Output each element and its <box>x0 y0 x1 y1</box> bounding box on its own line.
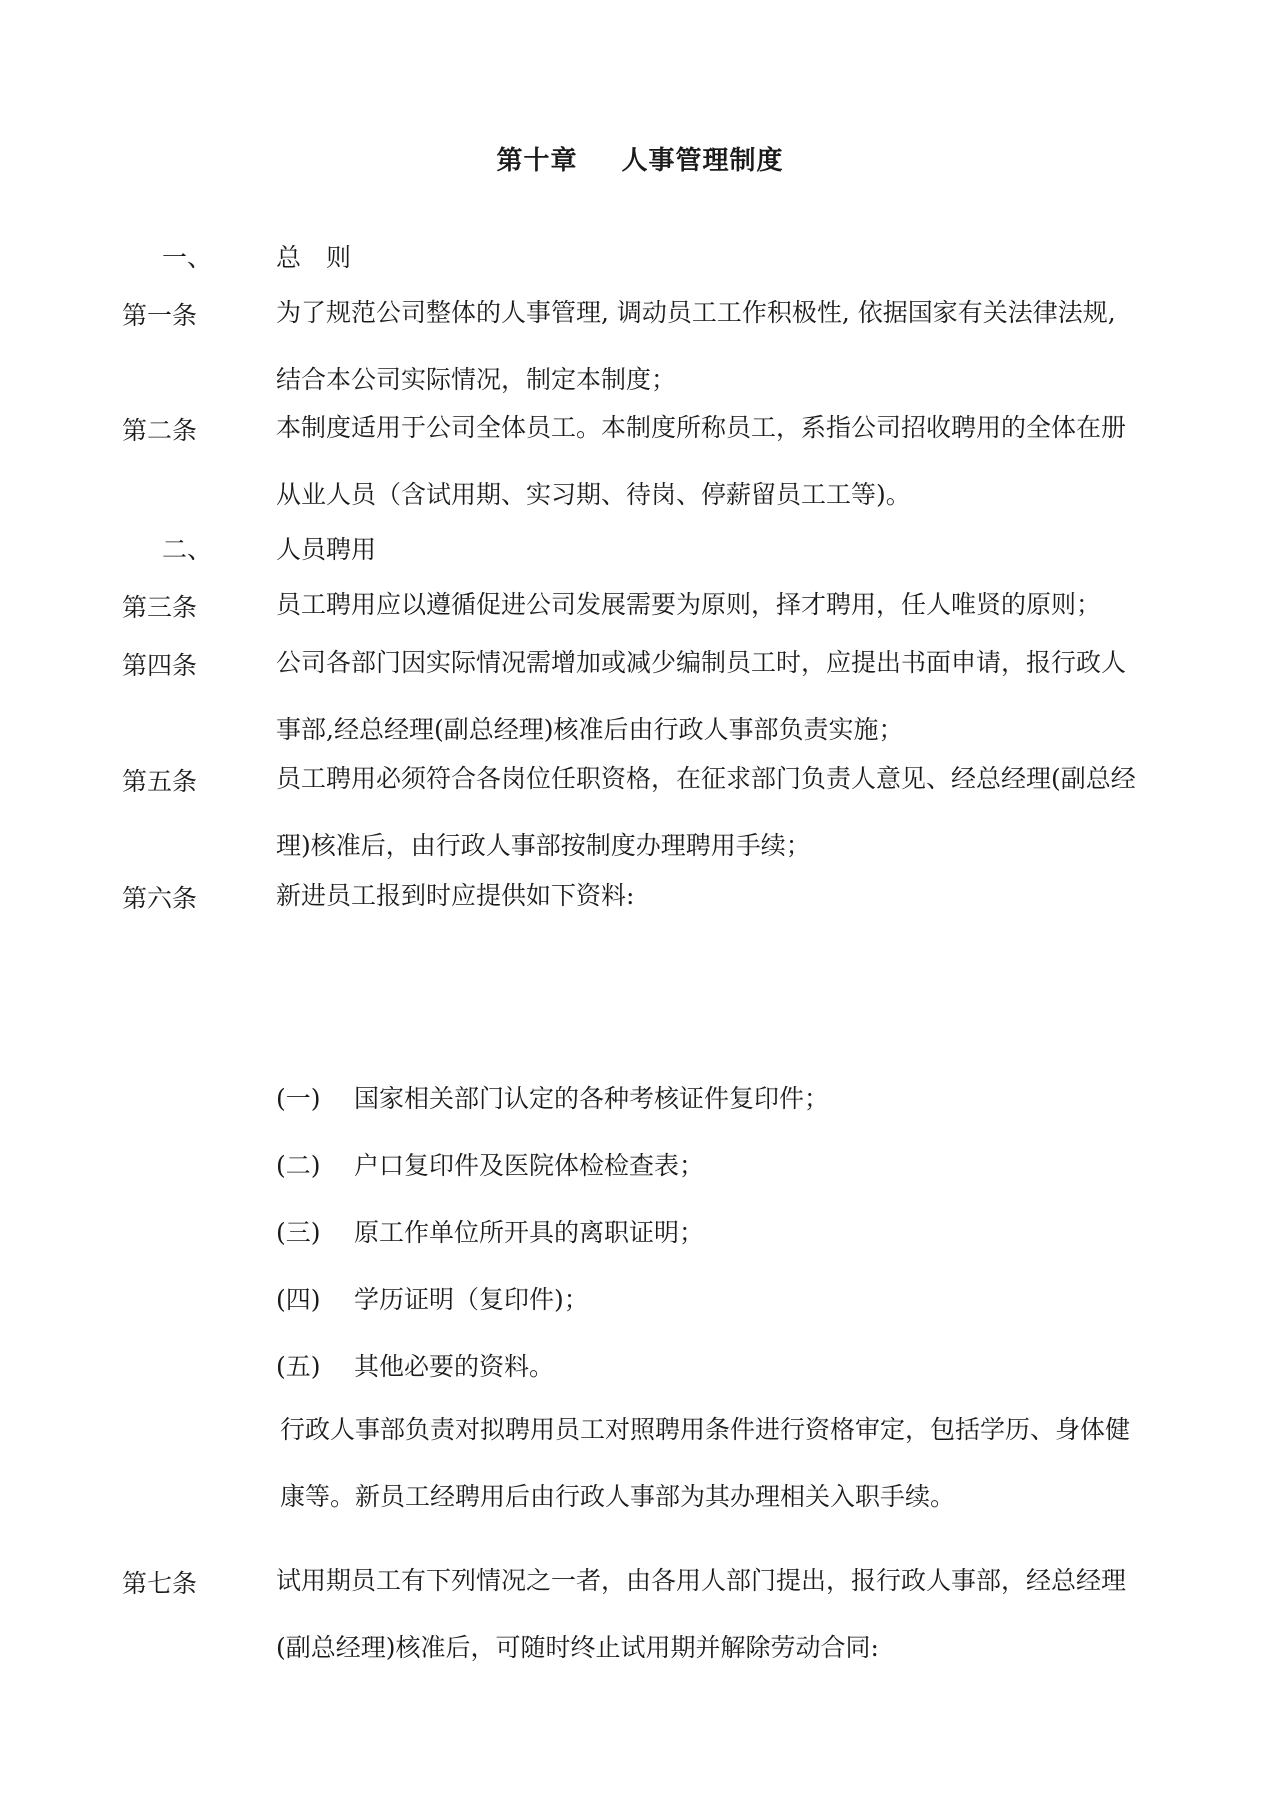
article-label: 第七条 <box>122 1569 198 1598</box>
article-line: 本制度适用于公司全体员工。本制度所称员工，系指公司招收聘用的全体在册 <box>276 413 1127 442</box>
article-line: 新进员工报到时应提供如下资料: <box>276 881 635 910</box>
list-item-text: 原工作单位所开具的离职证明； <box>354 1218 705 1247</box>
article-body <box>276 1547 1162 1681</box>
article-body <box>276 629 1162 763</box>
article-line: 员工聘用必须符合各岗位任职资格，在征求部门负责人意见、经总经理(副总经 <box>276 764 1136 793</box>
list-item-text: 国家相关部门认定的各种考核证件复印件； <box>354 1084 830 1113</box>
chapter-title <box>0 140 1280 177</box>
article-label: 第六条 <box>122 884 198 913</box>
article-body <box>276 745 1162 879</box>
article-body <box>276 279 1162 413</box>
article-label: 第五条 <box>122 767 198 796</box>
list-item-number: (一) <box>276 1084 321 1113</box>
article-body <box>276 862 1162 929</box>
article-label: 第一条 <box>122 301 198 330</box>
section-label: 二、 <box>162 535 213 564</box>
list-item-text: 户口复印件及医院体检检查表； <box>354 1151 705 1180</box>
article-line: 员工聘用应以遵循促进公司发展需要为原则，择才聘用，任人唯贤的原则； <box>276 590 1102 619</box>
section-label: 一、 <box>162 243 213 272</box>
article-line: 为了规范公司整体的人事管理, 调动员工工作积极性, 依据国家有关法律法规, <box>276 298 1116 327</box>
chapter-number: 第十章 <box>496 146 578 176</box>
list-item-number: (二) <box>276 1151 321 1180</box>
paragraph-line: 康等。新员工经聘用后由行政人事部为其办理相关入职手续。 <box>280 1482 956 1511</box>
list-item-text: 学历证明（复印件)； <box>354 1285 589 1314</box>
article-line: 结合本公司实际情况，制定本制度； <box>276 365 677 394</box>
article-line: 试用期员工有下列情况之一者，由各用人部门提出，报行政人事部，经总经理 <box>276 1566 1127 1595</box>
article-line: 公司各部门因实际情况需增加或减少编制员工时，应提出书面申请，报行政人 <box>276 648 1127 677</box>
article-line: (副总经理)核准后，可随时终止试用期并解除劳动合同: <box>276 1633 879 1662</box>
section-title: 总 则 <box>276 243 352 272</box>
article-line: 从业人员（含试用期、实习期、待岗、停薪留员工工等)。 <box>276 480 911 509</box>
article-6-note <box>280 1396 1170 1530</box>
article-body <box>276 571 1162 638</box>
article-line: 事部,经总经理(副总经理)核准后由行政人事部负责实施； <box>276 715 904 744</box>
paragraph-line: 行政人事部负责对拟聘用员工对照聘用条件进行资格审定，包括学历、身体健 <box>280 1415 1131 1444</box>
section-title: 人员聘用 <box>276 535 377 564</box>
article-line: 理)核准后，由行政人事部按制度办理聘用手续； <box>276 831 811 860</box>
article-body <box>276 394 1162 528</box>
list-item-number: (五) <box>276 1352 321 1381</box>
article-label: 第二条 <box>122 416 198 445</box>
chapter-name: 人事管理制度 <box>621 146 784 176</box>
list-item-number: (四) <box>276 1285 321 1314</box>
list-item-text: 其他必要的资料。 <box>354 1352 555 1381</box>
article-label: 第四条 <box>122 651 198 680</box>
list-item-number: (三) <box>276 1218 321 1247</box>
article-label: 第三条 <box>122 593 198 622</box>
